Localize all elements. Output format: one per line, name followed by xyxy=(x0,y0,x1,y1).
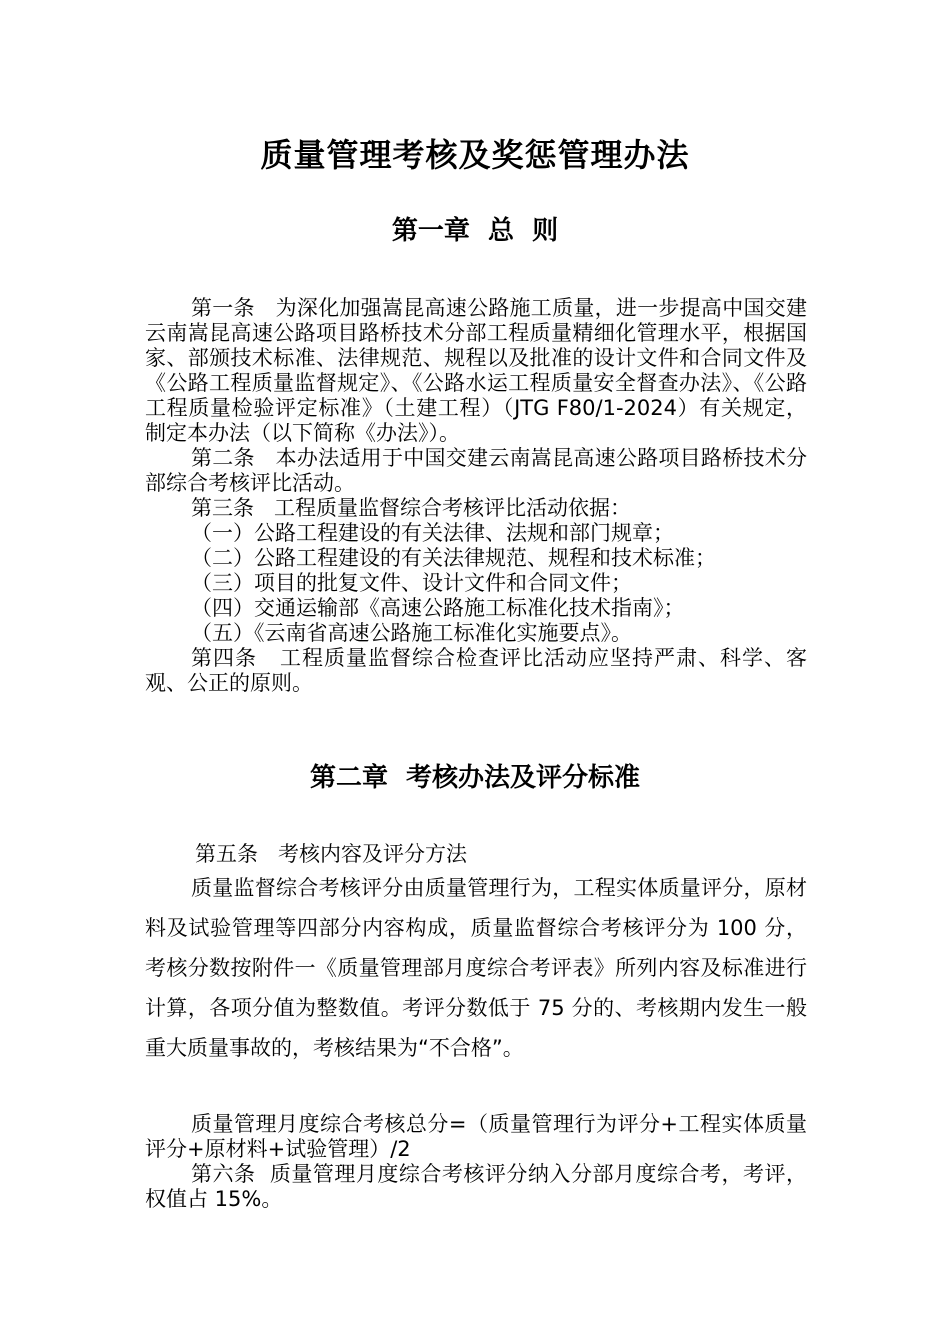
chapter-2-heading: 第二章 考核办法及评分标准 xyxy=(309,763,641,793)
chapter-1-heading: 第一章 总 则 xyxy=(391,216,559,246)
article-5-body-block xyxy=(145,868,807,1068)
article-6: 第六条 质量管理月度综合考核评分纳入分部月度综合考，考评，权值占 15%。 xyxy=(145,1162,807,1211)
article-4: 第四条 工程质量监督综合检查评比活动应坚持严肃、科学、客观、公正的原则。 xyxy=(145,646,807,695)
article-3: 第三条 工程质量监督综合考核评比活动依据： xyxy=(191,496,632,520)
chapter-1-body xyxy=(145,296,807,696)
document-title: 质量管理考核及奖惩管理办法 xyxy=(260,136,690,174)
article-5-heading: 第五条 考核内容及评分方法 xyxy=(195,842,468,866)
article-5-heading-block xyxy=(145,842,807,867)
formula-block xyxy=(145,1112,807,1212)
article-2: 第二条 本办法适用于中国交建云南嵩昆高速公路项目路桥技术分部综合考核评比活动。 xyxy=(145,446,807,495)
basis-item-4: （四）交通运输部《高速公路施工标准化技术指南》； xyxy=(191,596,685,620)
basis-item-1: （一）公路工程建设的有关法律、法规和部门规章； xyxy=(191,521,674,545)
basis-item-5: （五）《云南省高速公路施工标准化实施要点》。 xyxy=(191,621,632,645)
score-formula: 质量管理月度综合考核总分=（质量管理行为评分+工程实体质量评分+原材料+试验管理）/2 xyxy=(145,1112,807,1161)
basis-item-2: （二）公路工程建设的有关法律规范、规程和技术标准； xyxy=(191,546,716,570)
article-5-body: 质量监督综合考核评分由质量管理行为，工程实体质量评分，原材料及试验管理等四部分内容构成，质量监督综合考核评分为 100 分，考核分数按附件一《质量管理部月度综合考评表》所列内容及标准进行计算，各项分值为整数值。考评分数低于 75 分的、考核期内发生一般重大质量事故的，考核结果为“不合格”。 xyxy=(145,876,807,1060)
article-1: 第一条 为深化加强嵩昆高速公路施工质量，进一步提高中国交建云南嵩昆高速公路项目路桥技术分部工程质量精细化管理水平，根据国家、部颁技术标准、法律规范、规程以及批准的设计文件和合同文件及《公路工程质量监督规定》、《公路水运工程质量安全督查办法》、《公路工程质量检验评定标准》（土建工程）（JTG F80/1-2024）有关规定，制定本办法（以下简称《办法》）。 xyxy=(145,296,807,445)
basis-item-3: （三）项目的批复文件、设计文件和合同文件； xyxy=(191,571,632,595)
